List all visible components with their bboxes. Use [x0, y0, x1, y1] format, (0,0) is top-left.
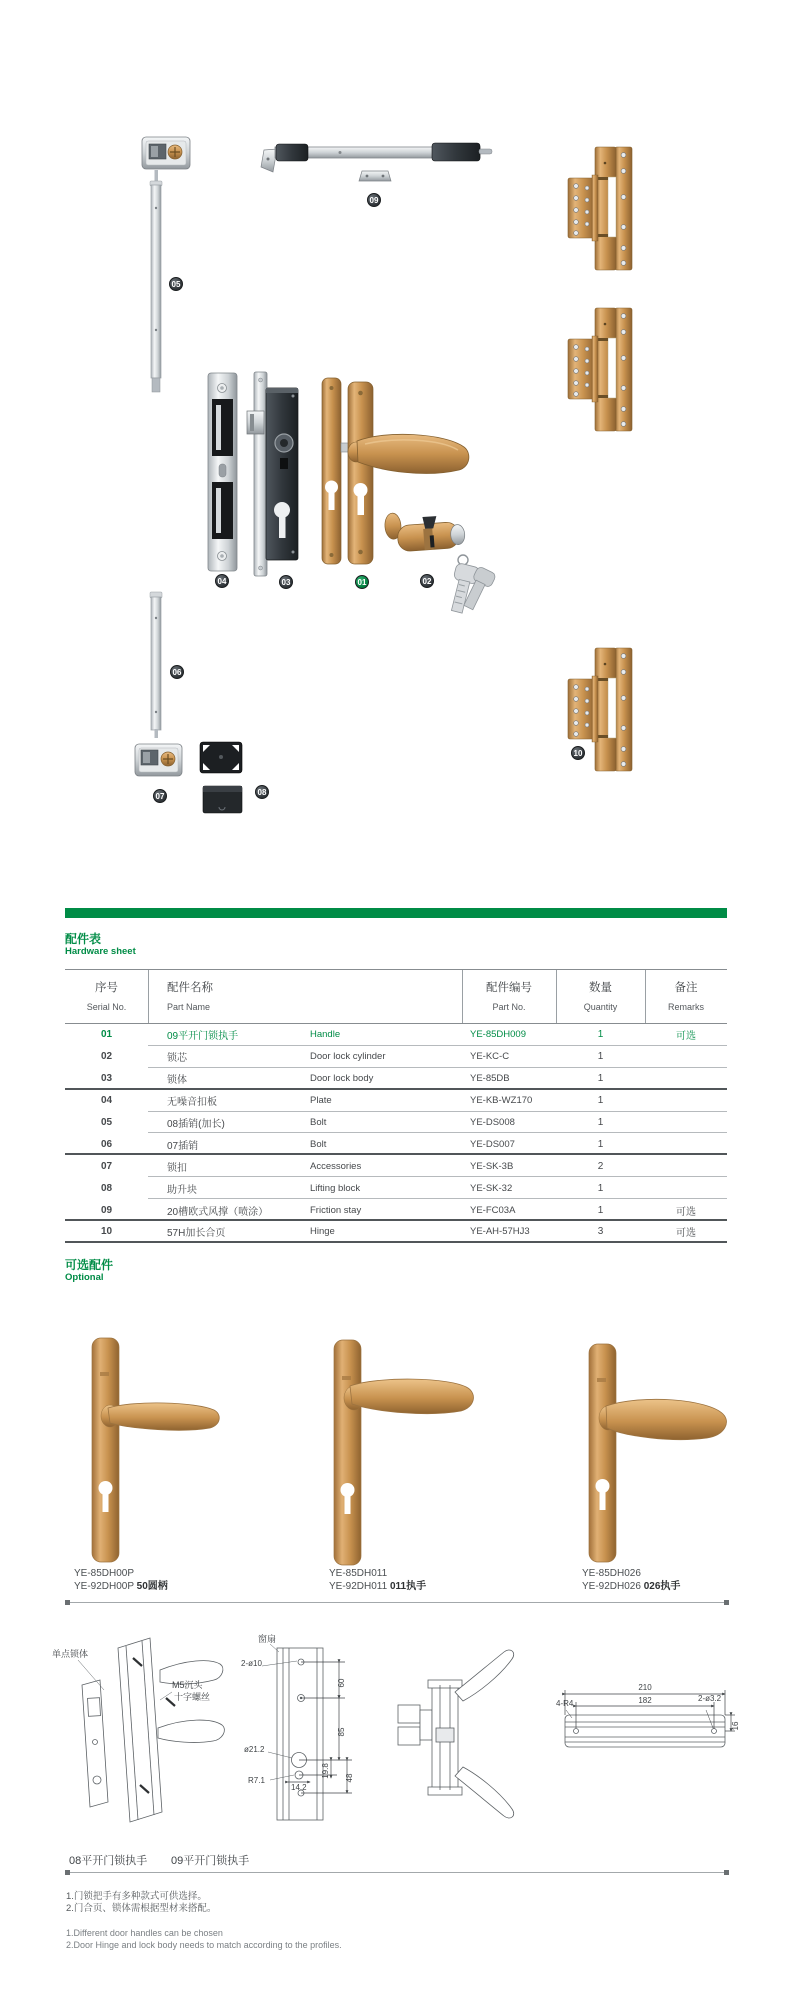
- cell-remarks: 可选: [676, 1031, 696, 1043]
- cell-part-no: YE-DS007: [470, 1138, 515, 1150]
- cell-serial: 04: [100, 1095, 113, 1107]
- cell-serial: 02: [100, 1051, 113, 1063]
- cell-name-en: Bolt: [310, 1138, 327, 1150]
- cell-part-no: YE-FC03A: [470, 1204, 516, 1216]
- badge-layer: [0, 0, 800, 840]
- cell-part-no: YE-KB-WZ170: [470, 1095, 533, 1107]
- table-row-07[interactable]: [65, 1155, 727, 1177]
- table-row-09[interactable]: [65, 1199, 727, 1221]
- hardware-table: [65, 969, 727, 1243]
- cell-name-cn: 锁扣: [167, 1162, 187, 1174]
- optional-handle-label-2: YE-85DH011 YE-92DH011 011执手: [329, 1568, 427, 1592]
- header-serial: 序号 Serial No.: [86, 982, 127, 1012]
- dim-198: 19.8: [321, 1763, 330, 1779]
- cell-serial: 06: [100, 1138, 113, 1150]
- optional-handle-label-1: YE-85DH00P YE-92DH00P 50圆柄: [74, 1568, 168, 1592]
- note-cn-1: 1.门锁把手有多种款式可供选择。: [66, 1891, 207, 1902]
- cell-qty: 1: [597, 1117, 604, 1128]
- cell-qty: 1: [597, 1073, 604, 1085]
- cell-qty: 1: [597, 1095, 604, 1107]
- optional-handle-label-3: YE-85DH026 YE-92DH026 026执手: [582, 1568, 681, 1592]
- optional-handle-026: [589, 1344, 726, 1562]
- footer-caption-08: 08平开门锁执手: [69, 1855, 148, 1867]
- divider-rule: [65, 1599, 729, 1605]
- cell-part-no: YE-AH-57HJ3: [470, 1226, 530, 1238]
- header-partno: 配件编号 Part No.: [486, 982, 532, 1012]
- cell-name-cn: 无噪音扣板: [167, 1097, 217, 1109]
- cell-qty: 1: [597, 1051, 604, 1063]
- part-badge-02: 02: [420, 574, 434, 588]
- dim-142: 14.2: [291, 1783, 307, 1792]
- table-row-01[interactable]: [65, 1024, 727, 1046]
- cell-name-en: Door lock body: [310, 1073, 374, 1085]
- cell-name-cn: 20槽欧式风撑（喷涂）: [167, 1206, 269, 1218]
- cell-name-cn: 07插销: [167, 1140, 199, 1152]
- cell-part-no: YE-85DH009: [470, 1029, 526, 1041]
- dim-60: 60: [337, 1678, 346, 1688]
- dim-85: 85: [337, 1727, 346, 1737]
- header-remarks: 备注 Remarks: [667, 982, 704, 1012]
- cell-part-no: YE-SK-3B: [470, 1160, 514, 1172]
- dim-2xd32: 2-ø3.2: [698, 1694, 722, 1703]
- cell-name-cn: 09平开门锁执手: [167, 1031, 239, 1043]
- drawing-label-screw-2: 十字螺丝: [174, 1692, 211, 1702]
- cell-serial: 07: [100, 1160, 113, 1172]
- cell-name-en: Hinge: [310, 1226, 335, 1238]
- dim-d212: ø21.2: [244, 1745, 265, 1754]
- part-badge-03: 03: [279, 575, 293, 589]
- note-en-1: 1.Different door handles can be chosen: [66, 1928, 223, 1938]
- part-badge-10: 10: [571, 746, 585, 760]
- cell-name-en: Plate: [310, 1095, 332, 1107]
- divider-rule: [65, 1869, 729, 1875]
- table-row-02[interactable]: [65, 1046, 727, 1068]
- cell-part-no: YE-DS008: [470, 1117, 515, 1128]
- part-badge-05: 05: [169, 277, 183, 291]
- optional-handle-011: [334, 1340, 473, 1565]
- cell-serial: 03: [100, 1073, 113, 1085]
- header-divider: [462, 970, 463, 1023]
- note-cn-2: 2.门合页、锁体需根据型材来搭配。: [66, 1903, 217, 1914]
- cell-serial: 05: [100, 1117, 113, 1128]
- note-en-2: 2.Door Hinge and lock body needs to match according to the profiles.: [66, 1940, 342, 1950]
- optional-handles-figure: [0, 1320, 800, 1580]
- part-badge-07: 07: [153, 789, 167, 803]
- cell-serial: 09: [100, 1204, 113, 1216]
- hardware-table-body: [65, 1024, 727, 1243]
- part-badge-04: 04: [215, 574, 229, 588]
- optional-title-en: Optional: [65, 1272, 104, 1283]
- dim-48: 48: [345, 1773, 354, 1783]
- header-divider: [645, 970, 646, 1023]
- cell-remarks: 可选: [676, 1228, 696, 1240]
- drawing-label-screw-1: M5沉头: [172, 1680, 203, 1690]
- dim-r71: R7.1: [248, 1776, 265, 1785]
- dim-4r4: 4-R4: [556, 1699, 574, 1708]
- cell-name-en: Door lock cylinder: [310, 1051, 386, 1063]
- table-row-04[interactable]: [65, 1090, 727, 1112]
- cell-part-no: YE-85DB: [470, 1073, 510, 1085]
- cell-name-en: Accessories: [310, 1160, 362, 1172]
- table-row-06[interactable]: [65, 1133, 727, 1155]
- optional-title-cn: 可选配件: [65, 1258, 114, 1272]
- cell-name-cn: 08插销(加长): [167, 1119, 225, 1130]
- table-row-10[interactable]: [65, 1221, 727, 1243]
- row-separator: [65, 1241, 727, 1243]
- cell-name-cn: 锁体: [167, 1075, 187, 1087]
- dim-2xd10: 2-ø10: [241, 1659, 262, 1668]
- table-row-05[interactable]: [65, 1112, 727, 1134]
- dim-16: 16: [731, 1721, 740, 1731]
- technical-drawings: [0, 1630, 800, 1835]
- cell-qty: 1: [597, 1204, 604, 1216]
- cell-serial: 08: [100, 1182, 113, 1194]
- header-name: 配件名称 Part Name: [167, 982, 213, 1012]
- table-row-08[interactable]: [65, 1177, 727, 1199]
- cell-part-no: YE-SK-32: [470, 1182, 513, 1194]
- cell-serial: 10: [100, 1226, 113, 1238]
- header-divider: [556, 970, 557, 1023]
- cell-name-en: Friction stay: [310, 1204, 362, 1216]
- part-badge-09: 09: [367, 193, 381, 207]
- hardware-sheet-title-en: Hardware sheet: [65, 946, 136, 957]
- drawing-label-sash: 窗扇: [258, 1634, 277, 1644]
- header-qty: 数量 Quantity: [583, 982, 618, 1012]
- dim-210: 210: [638, 1683, 652, 1692]
- cell-name-cn: 助升块: [167, 1184, 197, 1196]
- dim-182: 182: [638, 1696, 652, 1705]
- header-divider: [148, 970, 149, 1023]
- footer-caption-09: 09平开门锁执手: [171, 1855, 250, 1867]
- cell-qty: 1: [597, 1138, 604, 1150]
- optional-handle-00p: [92, 1338, 219, 1562]
- hardware-sheet-title-cn: 配件表: [65, 932, 102, 946]
- part-badge-08: 08: [255, 785, 269, 799]
- cell-remarks: 可选: [676, 1206, 696, 1218]
- cell-part-no: YE-KC-C: [470, 1051, 510, 1063]
- cell-name-en: Lifting block: [310, 1182, 361, 1194]
- table-row-03[interactable]: [65, 1068, 727, 1090]
- cell-name-cn: 锁芯: [167, 1053, 187, 1065]
- hardware-table-header: [65, 969, 727, 1024]
- cell-qty: 2: [597, 1160, 604, 1172]
- cell-qty: 3: [597, 1226, 604, 1238]
- drawing-label-lock: 单点锁体: [52, 1649, 89, 1659]
- cell-name-cn: 57H加长合页: [167, 1228, 226, 1240]
- part-badge-01: 01: [355, 575, 369, 589]
- cell-name-en: Bolt: [310, 1117, 327, 1128]
- part-badge-06: 06: [170, 665, 184, 679]
- cell-name-en: Handle: [310, 1029, 341, 1041]
- cell-qty: 1: [597, 1182, 604, 1194]
- cell-qty: 1: [597, 1029, 604, 1041]
- cell-serial: 01: [100, 1029, 113, 1041]
- section-divider-bar: [65, 908, 727, 918]
